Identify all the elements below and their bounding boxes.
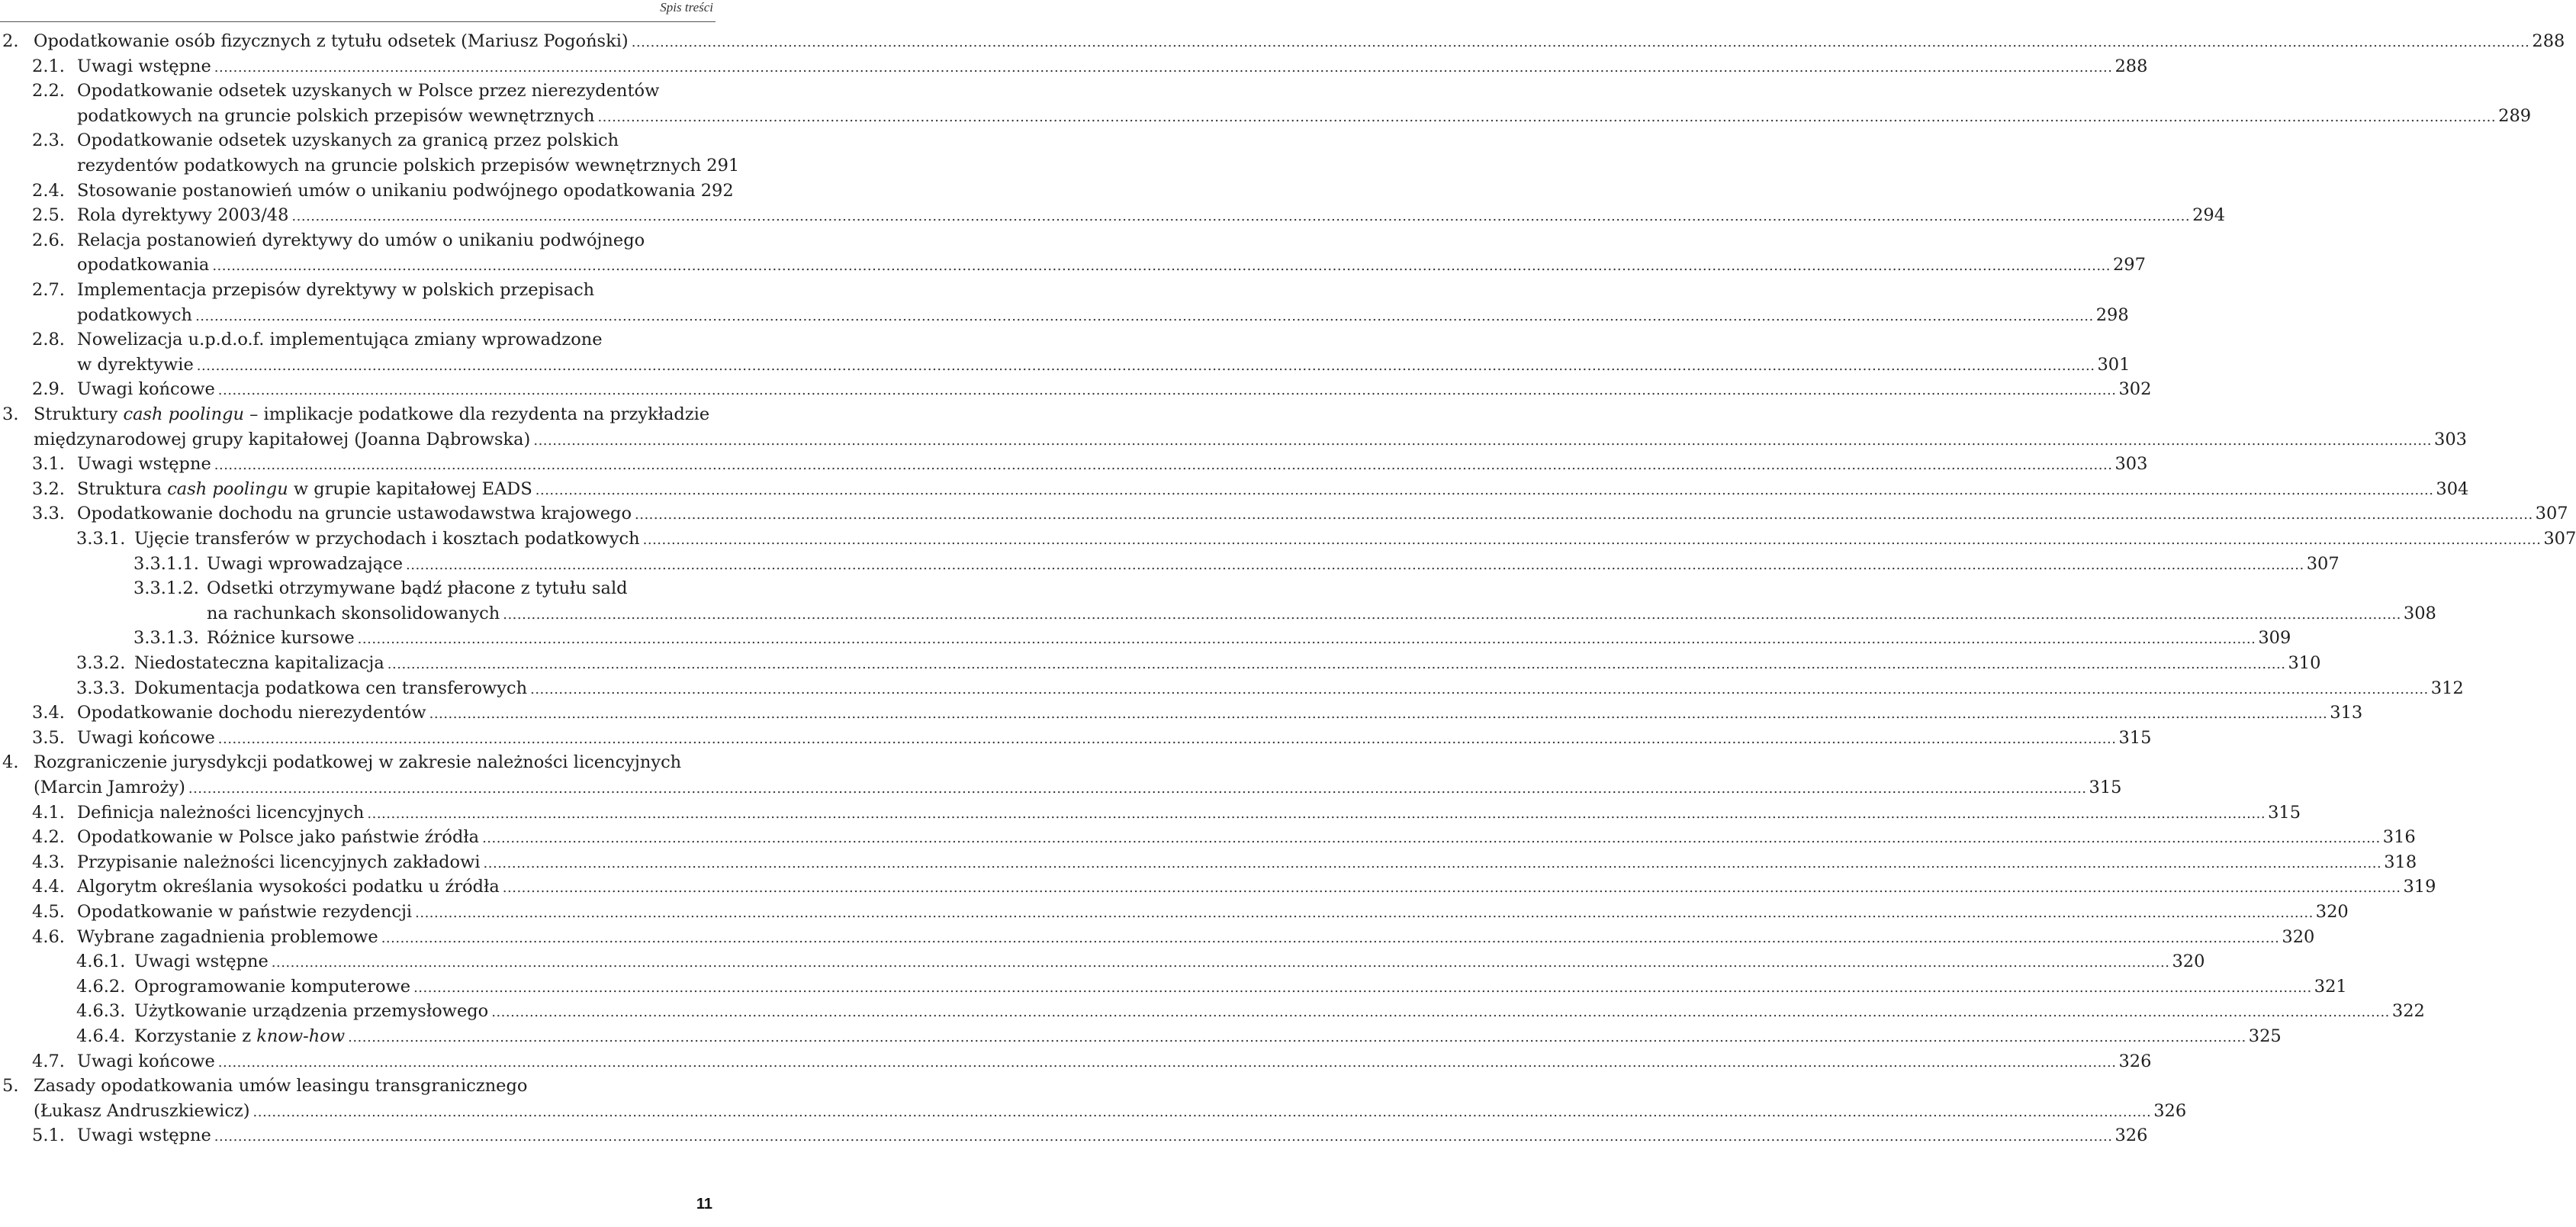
toc-line xyxy=(0,327,713,353)
toc-entry-number: 4.6.4. xyxy=(76,1026,126,1046)
toc-entry-page: 302 xyxy=(2118,379,2152,400)
toc-entry xyxy=(0,452,2148,477)
toc-entry-page: 303 xyxy=(2434,429,2467,449)
toc-line xyxy=(0,477,2469,502)
toc-line xyxy=(0,527,2576,552)
toc-entry-title: Korzystanie z know-how xyxy=(134,1026,346,1046)
dot-leader: ................................................................................................................................................................................................................................................................................................................................................................................................................ xyxy=(415,905,2314,921)
header-rule xyxy=(0,21,716,22)
toc-entry-title: Uwagi końcowe xyxy=(77,727,215,748)
dot-leader: ................................................................................................................................................................................................................................................................................................................................................................................................................ xyxy=(482,830,2381,847)
toc-line xyxy=(0,925,2315,950)
toc-entry-page: 303 xyxy=(2115,454,2148,475)
toc-entry-page: 307 xyxy=(2535,504,2568,524)
toc-entry-page: 292 xyxy=(700,180,734,201)
dot-leader: ................................................................................................................................................................................................................................................................................................................................................................................................................ xyxy=(635,507,2533,523)
toc-entry xyxy=(0,79,2532,128)
toc-line xyxy=(0,1074,713,1099)
dot-leader: ................................................................................................................................................................................................................................................................................................................................................................................................................ xyxy=(217,1054,2117,1071)
toc-entry-page: 310 xyxy=(2288,653,2321,673)
toc-entry-title: Wybrane zagadnienia problemowe xyxy=(77,926,378,947)
dot-leader: ................................................................................................................................................................................................................................................................................................................................................................................................................ xyxy=(502,880,2401,897)
toc-entry-page: 319 xyxy=(2403,877,2436,897)
toc-entry-number: 3.3.1.1. xyxy=(133,553,199,574)
toc-entry-page: 315 xyxy=(2268,802,2301,823)
toc-entry-title: Struktura cash poolingu w grupie kapitałowej EADS xyxy=(77,478,532,499)
toc-entry xyxy=(0,800,2301,826)
toc-entry-title: opodatkowania xyxy=(77,255,210,275)
dot-leader: ................................................................................................................................................................................................................................................................................................................................................................................................................ xyxy=(535,481,2434,498)
toc-entry-page: 312 xyxy=(2430,678,2464,698)
toc-entry-page: 325 xyxy=(2248,1026,2282,1046)
dot-leader: ................................................................................................................................................................................................................................................................................................................................................................................................................ xyxy=(597,108,2497,125)
toc-entry-number: 3.1. xyxy=(32,454,65,475)
toc-entry xyxy=(0,29,2565,54)
toc-entry-title: podatkowych na gruncie polskich przepisów wewnętrznych xyxy=(77,105,595,126)
toc-entry xyxy=(0,527,2576,552)
toc-line xyxy=(0,153,740,179)
toc-entry-title: Opodatkowanie w Polsce jako państwie źródła xyxy=(77,827,480,848)
toc-entry-title: na rachunkach skonsolidowanych xyxy=(207,603,500,623)
toc-entry-number: 5.1. xyxy=(32,1126,65,1146)
toc-entry-title: podatkowych xyxy=(77,304,193,325)
dot-leader: ................................................................................................................................................................................................................................................................................................................................................................................................................ xyxy=(357,631,2256,648)
toc-line xyxy=(0,850,2417,875)
toc-line xyxy=(0,949,2205,974)
toc-line xyxy=(0,750,713,775)
toc-entry-title: Implementacja przepisów dyrektywy w polskich przepisach xyxy=(77,280,595,300)
toc-entry-page: 307 xyxy=(2306,553,2340,574)
toc-entry-page: 297 xyxy=(2112,255,2146,275)
toc-entry xyxy=(0,1074,2187,1123)
toc-entry-title: Uwagi wstępne xyxy=(77,56,211,76)
toc-entry xyxy=(0,825,2416,850)
toc-line xyxy=(0,79,713,104)
toc-line xyxy=(0,29,2565,54)
toc-entry-number: 3.3. xyxy=(32,504,65,524)
toc-line xyxy=(0,54,2148,79)
toc-entry-number: 2.8. xyxy=(32,330,65,350)
toc-entry xyxy=(0,651,2321,676)
toc-entry-number: 4.4. xyxy=(32,877,65,897)
toc-entry xyxy=(0,900,2349,925)
dot-leader: ................................................................................................................................................................................................................................................................................................................................................................................................................ xyxy=(642,532,2542,548)
toc-entry-number: 4.6.1. xyxy=(76,952,126,972)
toc-entry-number: 4. xyxy=(2,752,19,773)
toc-entry-number: 4.5. xyxy=(32,902,65,922)
toc-line xyxy=(0,452,2148,477)
toc-line xyxy=(0,800,2301,826)
toc-entry-number: 3.3.1.3. xyxy=(133,628,199,649)
toc-entry-number: 3.5. xyxy=(32,727,65,748)
toc-entry xyxy=(0,54,2148,79)
toc-entry xyxy=(0,974,2347,1000)
toc-line xyxy=(0,278,713,303)
toc-entry-number: 2. xyxy=(2,31,19,51)
dot-leader: ................................................................................................................................................................................................................................................................................................................................................................................................................ xyxy=(533,432,2433,449)
toc-entry xyxy=(0,128,740,178)
toc-entry-number: 3. xyxy=(2,404,19,424)
toc-line xyxy=(0,726,2152,751)
toc-line xyxy=(0,1099,2187,1124)
toc-line xyxy=(0,601,2436,626)
dot-leader: ................................................................................................................................................................................................................................................................................................................................................................................................................ xyxy=(483,855,2382,871)
toc-entry xyxy=(0,179,734,204)
toc-line xyxy=(0,228,713,253)
toc-entry-page: 304 xyxy=(2436,478,2469,499)
toc-entry-page: 307 xyxy=(2543,529,2576,549)
toc-entry-title: Różnice kursowe xyxy=(207,628,355,649)
toc-entry xyxy=(0,750,2122,800)
toc-entry xyxy=(0,1024,2282,1049)
toc-line xyxy=(0,104,2532,129)
dot-leader: ................................................................................................................................................................................................................................................................................................................................................................................................................ xyxy=(413,979,2312,996)
toc-entry-number: 2.7. xyxy=(32,280,65,300)
toc-entry-number: 3.3.3. xyxy=(76,678,126,698)
toc-entry xyxy=(0,377,2152,402)
toc-entry-number: 2.5. xyxy=(32,205,65,226)
toc-entry-title: (Łukasz Andruszkiewicz) xyxy=(34,1100,250,1121)
toc-entry-page: 320 xyxy=(2315,902,2349,922)
toc-line xyxy=(0,377,2152,402)
toc-entry-title: Uwagi wstępne xyxy=(77,1126,211,1146)
toc-entry-title: Relacja postanowień dyrektywy do umów o unikaniu podwójnego xyxy=(77,230,645,250)
dot-leader: ................................................................................................................................................................................................................................................................................................................................................................................................................ xyxy=(196,357,2095,374)
toc-line xyxy=(0,651,2321,676)
toc-entry xyxy=(0,552,2340,577)
toc-entry-title: Przypisanie należności licencyjnych zakładowi xyxy=(77,852,481,872)
toc-entry-title: Stosowanie postanowień umów o unikaniu podwójnego opodatkowania xyxy=(77,180,696,201)
toc-entry-title: Uwagi wprowadzające xyxy=(207,553,404,574)
toc-entry-number: 4.7. xyxy=(32,1051,65,1071)
toc-line xyxy=(0,1123,2148,1148)
toc-entry-title: Algorytm określania wysokości podatku u źródła xyxy=(77,877,500,897)
toc-entry-number: 3.3.1. xyxy=(76,529,126,549)
toc-entry-number: 5. xyxy=(2,1076,19,1097)
dot-leader: ................................................................................................................................................................................................................................................................................................................................................................................................................ xyxy=(429,706,2328,723)
toc-entry-title: Nowelizacja u.p.d.o.f. implementująca zmiany wprowadzone xyxy=(77,330,603,350)
toc-entry-title: Opodatkowanie odsetek uzyskanych za granicą przez polskich xyxy=(77,130,619,151)
toc-entry-page: 320 xyxy=(2282,926,2315,947)
toc-entry-number: 4.6.2. xyxy=(76,976,126,997)
toc-line xyxy=(0,676,2464,701)
toc-entry xyxy=(0,576,2436,626)
toc-line xyxy=(0,501,2568,527)
toc-entry-title: Definicja należności licencyjnych xyxy=(77,802,365,823)
toc-entry-number: 4.1. xyxy=(32,802,65,823)
toc-entry xyxy=(0,726,2152,751)
toc-entry-number: 4.6.3. xyxy=(76,1001,126,1022)
dot-leader: ................................................................................................................................................................................................................................................................................................................................................................................................................ xyxy=(491,1004,2390,1021)
toc-entry-page: 326 xyxy=(2118,1051,2152,1071)
toc-line xyxy=(0,974,2347,1000)
toc-entry xyxy=(0,327,2131,377)
dot-leader: ................................................................................................................................................................................................................................................................................................................................................................................................................ xyxy=(271,955,2170,971)
dot-leader: ................................................................................................................................................................................................................................................................................................................................................................................................................ xyxy=(214,59,2113,76)
toc-line xyxy=(0,253,2146,278)
toc-entry xyxy=(0,203,2226,228)
dot-leader: ................................................................................................................................................................................................................................................................................................................................................................................................................ xyxy=(291,208,2191,225)
toc-entry xyxy=(0,1123,2148,1148)
toc-entry xyxy=(0,949,2205,974)
toc-line xyxy=(0,402,713,427)
toc-entry-page: 288 xyxy=(2115,56,2148,76)
toc-line xyxy=(0,427,2467,452)
toc-entry-page: 298 xyxy=(2095,304,2129,325)
toc-entry xyxy=(0,676,2464,701)
toc-entry-number: 2.2. xyxy=(32,81,65,101)
toc-entry-title: Zasady opodatkowania umów leasingu transgranicznego xyxy=(34,1076,528,1097)
toc-entry-title: Oprogramowanie komputerowe xyxy=(134,976,411,997)
toc-entry-page: 315 xyxy=(2118,727,2152,748)
toc-entry-page: 316 xyxy=(2382,827,2416,848)
toc-entry-page: 308 xyxy=(2403,603,2436,623)
toc-entry-page: 291 xyxy=(706,155,740,176)
dot-leader: ................................................................................................................................................................................................................................................................................................................................................................................................................ xyxy=(214,457,2113,474)
toc-entry xyxy=(0,228,2146,278)
dot-leader: ................................................................................................................................................................................................................................................................................................................................................................................................................ xyxy=(631,34,2530,50)
toc-entry-number: 3.4. xyxy=(32,703,65,723)
toc-line xyxy=(0,1024,2282,1049)
toc-entry-number: 3.2. xyxy=(32,478,65,499)
toc-entry-title: Opodatkowanie w państwie rezydencji xyxy=(77,902,413,922)
toc-entry-number: 2.6. xyxy=(32,230,65,250)
toc-line xyxy=(0,700,2363,726)
toc-entry xyxy=(0,278,2129,327)
dot-leader: ................................................................................................................................................................................................................................................................................................................................................................................................................ xyxy=(188,780,2087,797)
toc-line xyxy=(0,999,2425,1024)
toc-entry-title: międzynarodowej grupy kapitałowej (Joanna Dąbrowska) xyxy=(34,429,531,449)
toc-entry-title: rezydentów podatkowych na gruncie polskich przepisów wewnętrznych xyxy=(77,155,702,176)
toc-entry-title: Niedostateczna kapitalizacja xyxy=(134,653,384,673)
toc-entry-title: Uwagi wstępne xyxy=(134,952,269,972)
toc-entry-number: 4.3. xyxy=(32,852,65,872)
toc-entry-title: Rola dyrektywy 2003/48 xyxy=(77,205,289,226)
dot-leader: ................................................................................................................................................................................................................................................................................................................................................................................................................ xyxy=(212,258,2111,275)
toc-entry-title: Opodatkowanie osób fizycznych z tytułu odsetek (Mariusz Pogoński) xyxy=(34,31,629,51)
toc-entry-number: 4.2. xyxy=(32,827,65,848)
page-number: 11 xyxy=(696,1196,712,1213)
toc-entry xyxy=(0,1049,2152,1074)
toc-entry-title: Uwagi końcowe xyxy=(77,379,215,400)
dot-leader: ................................................................................................................................................................................................................................................................................................................................................................................................................ xyxy=(387,656,2286,672)
toc-line xyxy=(0,874,2436,900)
toc-entry-page: 289 xyxy=(2498,105,2532,126)
toc-line xyxy=(0,626,2291,651)
toc-entry xyxy=(0,402,2467,452)
toc-entry-page: 326 xyxy=(2115,1126,2148,1146)
toc-entry-title: Użytkowanie urządzenia przemysłowego xyxy=(134,1001,489,1022)
toc-entry-number: 3.3.2. xyxy=(76,653,126,673)
toc-entry xyxy=(0,874,2436,900)
toc-line xyxy=(0,203,2226,228)
toc-entry-page: 315 xyxy=(2089,777,2122,797)
toc-entry-page: 326 xyxy=(2153,1100,2187,1121)
toc-entry-number: 2.3. xyxy=(32,130,65,151)
dot-leader: ................................................................................................................................................................................................................................................................................................................................................................................................................ xyxy=(381,929,2280,946)
toc-entry-title: Opodatkowanie odsetek uzyskanych w Polsce przez nierezydentów xyxy=(77,81,660,101)
toc-entry-number: 2.1. xyxy=(32,56,65,76)
dot-leader: ................................................................................................................................................................................................................................................................................................................................................................................................................ xyxy=(214,1129,2113,1145)
toc-entry-title: Rozgraniczenie jurysdykcji podatkowej w zakresie należności licencyjnych xyxy=(34,752,682,773)
toc-line xyxy=(0,179,734,204)
dot-leader: ................................................................................................................................................................................................................................................................................................................................................................................................................ xyxy=(217,730,2117,747)
toc-entry-page: 322 xyxy=(2391,1001,2425,1022)
dot-leader: ................................................................................................................................................................................................................................................................................................................................................................................................................ xyxy=(406,556,2304,573)
toc-entry-title: Uwagi końcowe xyxy=(77,1051,215,1071)
toc-line xyxy=(0,128,713,153)
toc-line xyxy=(0,775,2122,800)
toc-line xyxy=(0,1049,2152,1074)
toc-line xyxy=(0,825,2416,850)
toc-entry-title: Opodatkowanie dochodu na gruncie ustawodawstwa krajowego xyxy=(77,504,632,524)
toc-entry-title: Odsetki otrzymywane bądź płacone z tytułu sald xyxy=(207,578,628,599)
toc-entry xyxy=(0,477,2469,502)
dot-leader: ................................................................................................................................................................................................................................................................................................................................................................................................................ xyxy=(252,1103,2152,1120)
toc-entry xyxy=(0,501,2568,527)
toc-entry-title: Ujęcie transferów w przychodach i kosztach podatkowych xyxy=(134,529,640,549)
toc-entry-title: (Marcin Jamroży) xyxy=(34,777,185,797)
dot-leader: ................................................................................................................................................................................................................................................................................................................................................................................................................ xyxy=(530,681,2429,697)
toc-entry-title: Uwagi wstępne xyxy=(77,454,211,475)
dot-leader: ................................................................................................................................................................................................................................................................................................................................................................................................................ xyxy=(195,308,2094,324)
toc-entry-number: 3.3.1.2. xyxy=(133,578,199,599)
toc-entry-number: 2.4. xyxy=(32,180,65,201)
toc-entry xyxy=(0,999,2425,1024)
toc-line xyxy=(0,900,2349,925)
toc-entry-number: 2.9. xyxy=(32,379,65,400)
toc-entry xyxy=(0,700,2363,726)
toc-entry-page: 301 xyxy=(2097,354,2131,375)
toc-line xyxy=(0,303,2129,328)
toc-entry-number: 4.6. xyxy=(32,926,65,947)
toc-entry-title: w dyrektywie xyxy=(77,354,194,375)
toc-entry xyxy=(0,850,2417,875)
toc-entry xyxy=(0,626,2291,651)
toc-line xyxy=(0,576,713,601)
toc-entry xyxy=(0,925,2315,950)
toc-entry-title: Opodatkowanie dochodu nierezydentów xyxy=(77,703,426,723)
toc-entry-page: 288 xyxy=(2532,31,2565,51)
toc-entry-page: 321 xyxy=(2314,976,2347,997)
dot-leader: ................................................................................................................................................................................................................................................................................................................................................................................................................ xyxy=(503,606,2401,623)
toc-entry-page: 320 xyxy=(2172,952,2205,972)
dot-leader: ................................................................................................................................................................................................................................................................................................................................................................................................................ xyxy=(367,805,2266,822)
dot-leader: ................................................................................................................................................................................................................................................................................................................................................................................................................ xyxy=(348,1029,2246,1045)
toc-line xyxy=(0,353,2131,378)
toc-entry-title: Dokumentacja podatkowa cen transferowych xyxy=(134,678,528,698)
toc-entry-page: 309 xyxy=(2258,628,2291,649)
toc-entry-page: 294 xyxy=(2192,205,2226,226)
toc-entry-page: 318 xyxy=(2384,852,2417,872)
toc-entry-page: 313 xyxy=(2330,703,2363,723)
running-head: Spis treści xyxy=(660,0,713,14)
toc-line xyxy=(0,552,2340,577)
dot-leader: ................................................................................................................................................................................................................................................................................................................................................................................................................ xyxy=(217,382,2117,399)
toc-entry-title: Struktury cash poolingu – implikacje podatkowe dla rezydenta na przykładzie xyxy=(34,404,710,424)
